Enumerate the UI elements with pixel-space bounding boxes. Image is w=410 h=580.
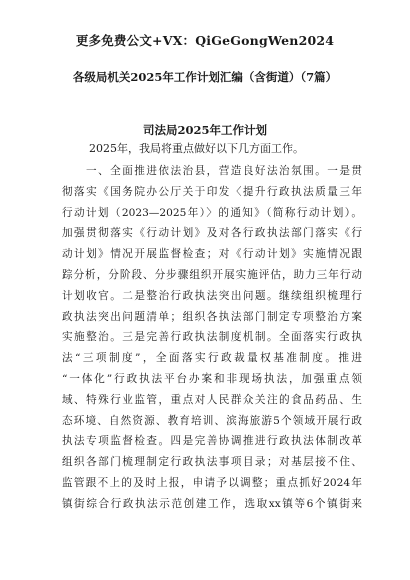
body-line: 组织各部门梳理制定行政执法事项目录；对基层接不住、 <box>62 456 362 469</box>
body-line: 计划收官。二是整治行政执法突出问题。继续组织梳理行 <box>62 289 362 302</box>
body-line: 执法专项监督检查。四是完善协调推进行政执法体制改革 <box>62 435 362 448</box>
intro-paragraph: 2025年，我局将重点做好以下几方面工作。 <box>89 142 304 155</box>
body-line: 踪分析，分阶段、分步骤组织开展实施评估，助力三年行动 <box>62 268 362 281</box>
document-title: 各级局机关2025年工作计划汇编（含街道）（7篇） <box>72 70 338 84</box>
body-line: 动计划》情况开展监督检查；对《行动计划》实施情况跟 <box>62 248 362 261</box>
section-title: 司法局2025年工作计划 <box>142 123 267 137</box>
promo-header: 更多免费公文+VX：QiGeGongWen2024 <box>75 33 335 48</box>
body-line: 域、特殊行业监管，重点对人民群众关注的食品药品、生 <box>62 393 362 406</box>
body-line: “一体化”行政执法平台办案和非现场执法，加强重点领 <box>62 372 362 385</box>
body-line: 法“三项制度”，全面落实行政裁量权基准制度。推进 <box>62 352 362 365</box>
body-line: 行动计划（2023—2025年）〉的通知》（简称行动计划）。 <box>62 206 362 219</box>
body-paragraph <box>62 161 362 515</box>
body-line: 彻落实《国务院办公厅关于印发〈提升行政执法质量三年 <box>62 185 362 198</box>
body-line: 一、全面推进依法治县，营造良好法治氛围。一是贯 <box>86 165 362 177</box>
body-line: 监管跟不上的及时上报，申请予以调整；重点抓好2024年 <box>62 476 362 489</box>
body-line: 加强贯彻落实《行动计划》及对各行政执法部门落实《行 <box>62 227 362 240</box>
body-line: 态环境、自然资源、教育培训、滨海旅游5个领域开展行政 <box>62 414 362 427</box>
body-line: 镇街综合行政执法示范创建工作，选取xx镇等6个镇街来 <box>62 497 362 510</box>
body-line: 政执法突出问题清单；组织各执法部门制定专项整治方案 <box>62 310 362 323</box>
body-line: 实施整治。三是完善行政执法制度机制。全面落实行政执 <box>62 331 362 344</box>
